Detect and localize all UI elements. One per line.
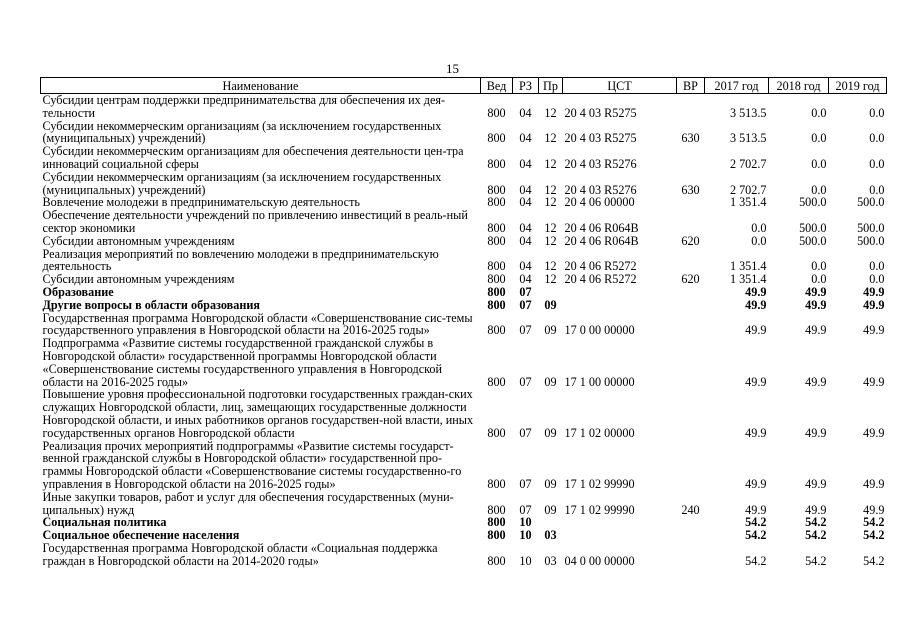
- cell-cst: 17 0 00 00000: [564, 323, 635, 338]
- cell-ved: 800: [487, 182, 506, 197]
- cell-pr: 12: [544, 105, 557, 120]
- budget-table: [40, 77, 887, 567]
- cell-2017: 49.9: [745, 374, 767, 389]
- cell-pr: 09: [544, 476, 557, 491]
- cell-vr: [677, 440, 705, 491]
- cell-rz: 04: [519, 156, 532, 171]
- cell-2019: 0.0: [869, 156, 885, 171]
- cell-vr: [677, 516, 705, 529]
- cell-2017: 49.9: [745, 476, 767, 491]
- table-row: [41, 120, 887, 146]
- cell-ved: 800: [487, 220, 506, 235]
- cell-2017: 49.9: [745, 323, 767, 338]
- table-row: [41, 312, 887, 338]
- cell-name: Подпрограмма «Развитие системы государственной гражданской службы в Новгородской области» государственной программы Новгородской области «Совершенствование системы государственного управления в Новгородской области на 2016-2025 годы»: [42, 336, 443, 389]
- cell-name: Повышение уровня профессиональной подготовки государственных граждан-ских служащих Новгородской области, лиц, замещающих государственные должности Новгородской области, и иных работников органов государствен-ной власти, иных государственных органов Новгородской области: [42, 387, 474, 440]
- cell-rz: 07: [519, 425, 532, 440]
- cell-cst: 20 4 06 R064B: [564, 233, 639, 248]
- table-row: [41, 145, 887, 171]
- cell-2019: 54.2: [863, 515, 885, 530]
- header-rz: РЗ: [513, 78, 539, 94]
- cell-ved: 800: [487, 284, 506, 299]
- cell-vr: 620: [681, 233, 700, 248]
- cell-2017: 54.2: [745, 528, 767, 543]
- cell-pr: 09: [544, 502, 557, 517]
- cell-ved: 800: [487, 528, 506, 543]
- cell-ved: 800: [487, 515, 506, 530]
- table-row: [41, 299, 887, 312]
- cell-cst: 17 1 00 00000: [564, 374, 635, 389]
- cell-pr: 03: [544, 553, 557, 568]
- cell-2017: 1 351.4: [729, 272, 767, 287]
- cell-name: Иные закупки товаров, работ и услуг для обеспечения государственных (муни-ципальных) нужд: [42, 489, 454, 517]
- cell-rz: 04: [519, 259, 532, 274]
- cell-ved: 800: [487, 233, 506, 248]
- cell-pr: 12: [544, 220, 557, 235]
- cell-pr: 09: [544, 323, 557, 338]
- cell-vr: [677, 94, 705, 120]
- cell-2018: 0.0: [811, 156, 827, 171]
- cell-ved: 800: [487, 323, 506, 338]
- cell-2017: 49.9: [745, 425, 767, 440]
- cell-name: Субсидии некоммерческим организациям (за исключением государственных (муниципальных) учреждений): [42, 169, 442, 197]
- cell-ved: 800: [487, 425, 506, 440]
- cell-2018: 0.0: [811, 182, 827, 197]
- cell-2019: 49.9: [863, 284, 885, 299]
- cell-name: Реализация прочих мероприятий подпрограммы «Развитие системы государст-венной гражданской службы в Новгородской области» государственной про-граммы Новгородской области «Совершенствование системы государственно-го управления в Новгородской области на 2016-2025 годы»: [42, 438, 462, 491]
- table-row: [41, 94, 887, 120]
- cell-2019: 49.9: [863, 374, 885, 389]
- cell-name: Государственная программа Новгородской области «Социальная поддержка граждан в Новгородской области на 2014-2020 годы»: [42, 540, 438, 568]
- cell-2018: 49.9: [805, 323, 827, 338]
- cell-name: Субсидии автономным учреждениям: [42, 233, 235, 248]
- table-row: [41, 542, 887, 568]
- cell-2017: 49.9: [745, 284, 767, 299]
- cell-2018: 54.2: [805, 553, 827, 568]
- cell-2018: 500.0: [799, 233, 827, 248]
- cell-2018: 49.9: [805, 502, 827, 517]
- cell-rz: 07: [519, 374, 532, 389]
- cell-2019: 49.9: [863, 323, 885, 338]
- cell-cst: 20 4 06 00000: [564, 195, 635, 210]
- cell-cst: [563, 529, 677, 542]
- cell-2018: 49.9: [805, 425, 827, 440]
- cell-2017: 1 351.4: [729, 195, 767, 210]
- header-2018: 2018 год: [769, 78, 829, 94]
- cell-ved: 800: [487, 105, 506, 120]
- cell-pr: 12: [544, 195, 557, 210]
- cell-ved: 800: [487, 195, 506, 210]
- cell-cst: 20 4 03 R5275: [564, 105, 637, 120]
- cell-2018: 500.0: [799, 195, 827, 210]
- cell-vr: [677, 145, 705, 171]
- cell-2018: 0.0: [811, 105, 827, 120]
- cell-ved: 800: [487, 374, 506, 389]
- cell-pr: 09: [544, 297, 557, 312]
- cell-cst: 17 1 02 00000: [564, 425, 635, 440]
- cell-ved: 800: [487, 502, 506, 517]
- table-row: [41, 209, 887, 235]
- table-row: [41, 286, 887, 299]
- cell-2018: 49.9: [805, 297, 827, 312]
- cell-2017: 3 513.5: [729, 131, 767, 146]
- cell-name: Социальное обеспечение населения: [42, 528, 240, 543]
- cell-cst: 20 4 03 R5275: [564, 131, 637, 146]
- cell-2019: 49.9: [863, 476, 885, 491]
- cell-rz: 07: [519, 476, 532, 491]
- cell-pr: 03: [544, 528, 557, 543]
- cell-2017: 54.2: [745, 553, 767, 568]
- cell-vr: [677, 529, 705, 542]
- table-row: [41, 235, 887, 248]
- cell-cst: 20 4 06 R5272: [564, 272, 637, 287]
- cell-pr: 09: [544, 374, 557, 389]
- header-2019: 2019 год: [829, 78, 887, 94]
- cell-vr: [677, 196, 705, 209]
- cell-rz: 04: [519, 233, 532, 248]
- cell-rz: 04: [519, 195, 532, 210]
- cell-rz: 04: [519, 220, 532, 235]
- cell-cst: 20 4 03 R5276: [564, 182, 637, 197]
- page-number: 15: [446, 61, 459, 76]
- cell-2018: 500.0: [799, 220, 827, 235]
- cell-vr: 240: [681, 502, 700, 517]
- cell-2019: 0.0: [869, 105, 885, 120]
- cell-vr: [677, 337, 705, 388]
- cell-name: Обеспечение деятельности учреждений по привлечению инвестиций в реаль-ный сектор экономики: [42, 208, 468, 235]
- cell-2019: 54.2: [863, 528, 885, 543]
- cell-name: Образование: [42, 284, 114, 299]
- cell-ved: 800: [487, 297, 506, 312]
- cell-rz: 07: [519, 323, 532, 338]
- header-2017: 2017 год: [705, 78, 769, 94]
- cell-2018: 49.9: [805, 374, 827, 389]
- cell-pr: 12: [544, 156, 557, 171]
- cell-pr: 12: [544, 259, 557, 274]
- cell-pr: 12: [544, 131, 557, 146]
- cell-vr: [677, 299, 705, 312]
- header-name: Наименование: [41, 78, 481, 94]
- cell-vr: 630: [681, 182, 700, 197]
- header-ved: Вед: [481, 78, 513, 94]
- cell-2019: 49.9: [863, 502, 885, 517]
- header-vr: ВР: [677, 78, 705, 94]
- table-row: [41, 337, 887, 388]
- cell-name: Субсидии автономным учреждениям: [42, 272, 235, 287]
- cell-pr: 12: [544, 272, 557, 287]
- cell-cst: [563, 516, 677, 529]
- cell-2019: 49.9: [863, 297, 885, 312]
- cell-vr: 630: [681, 131, 700, 146]
- cell-ved: 800: [487, 259, 506, 274]
- cell-pr: 12: [544, 182, 557, 197]
- table-body: [41, 94, 887, 568]
- cell-vr: [677, 248, 705, 274]
- cell-cst: [563, 299, 677, 312]
- cell-rz: 07: [519, 297, 532, 312]
- cell-2018: 0.0: [811, 259, 827, 274]
- cell-cst: [563, 286, 677, 299]
- table-row: [41, 388, 887, 439]
- cell-2018: 49.9: [805, 476, 827, 491]
- cell-rz: 10: [519, 528, 532, 543]
- cell-2019: 500.0: [857, 220, 885, 235]
- cell-2017: 54.2: [745, 515, 767, 530]
- cell-vr: [677, 312, 705, 338]
- header-pr: Пр: [539, 78, 563, 94]
- cell-ved: 800: [487, 553, 506, 568]
- cell-rz: 07: [519, 284, 532, 299]
- cell-2017: 49.9: [745, 502, 767, 517]
- cell-2017: 1 351.4: [729, 259, 767, 274]
- cell-2018: 54.2: [805, 515, 827, 530]
- cell-name: Реализация мероприятий по вовлечению молодежи в предпринимательскую деятельность: [42, 246, 439, 274]
- cell-cst: 17 1 02 99990: [564, 502, 635, 517]
- cell-name: Субсидии центрам поддержки предпринимательства для обеспечения их дея-тельности: [42, 93, 446, 120]
- cell-cst: 20 4 06 R064B: [564, 220, 639, 235]
- cell-2019: 500.0: [857, 195, 885, 210]
- table-row: [41, 529, 887, 542]
- cell-name: Субсидии некоммерческим организациям (за исключением государственных (муниципальных) учреждений): [42, 118, 442, 146]
- cell-ved: 800: [487, 476, 506, 491]
- cell-vr: [677, 286, 705, 299]
- cell-vr: 620: [681, 272, 700, 287]
- table-row: [41, 171, 887, 197]
- cell-name: Государственная программа Новгородской области «Совершенствование сис-темы государственного управления в Новгородской области на 2016-2025 годы»: [42, 310, 473, 338]
- cell-cst: 17 1 02 99990: [564, 476, 635, 491]
- cell-2017: 2 702.7: [729, 156, 767, 171]
- cell-2017: 2 702.7: [729, 182, 767, 197]
- cell-pr: 12: [544, 233, 557, 248]
- cell-rz: 04: [519, 131, 532, 146]
- cell-2019: 49.9: [863, 425, 885, 440]
- cell-ved: 800: [487, 272, 506, 287]
- cell-2018: 0.0: [811, 272, 827, 287]
- cell-name: Субсидии некоммерческим организациям для обеспечения деятельности цен-тра инноваций социальной сферы: [42, 144, 464, 171]
- cell-ved: 800: [487, 131, 506, 146]
- cell-2017: 0.0: [751, 233, 767, 248]
- cell-2019: 0.0: [869, 259, 885, 274]
- cell-pr: [539, 286, 563, 299]
- cell-vr: [677, 542, 705, 568]
- header-cst: ЦСТ: [563, 78, 677, 94]
- cell-pr: 09: [544, 425, 557, 440]
- cell-rz: 07: [519, 502, 532, 517]
- cell-ved: 800: [487, 156, 506, 171]
- table-row: [41, 248, 887, 274]
- cell-2019: 0.0: [869, 131, 885, 146]
- cell-2017: 0.0: [751, 220, 767, 235]
- cell-rz: 04: [519, 182, 532, 197]
- cell-vr: [677, 209, 705, 235]
- cell-cst: 04 0 00 00000: [564, 553, 635, 568]
- cell-cst: 20 4 06 R5272: [564, 259, 637, 274]
- table-row: [41, 491, 887, 517]
- cell-2019: 0.0: [869, 182, 885, 197]
- cell-2019: 0.0: [869, 272, 885, 287]
- cell-name: Социальная политика: [42, 515, 167, 530]
- cell-cst: 20 4 03 R5276: [564, 156, 637, 171]
- cell-2017: 3 513.5: [729, 105, 767, 120]
- cell-2018: 49.9: [805, 284, 827, 299]
- cell-rz: 04: [519, 105, 532, 120]
- table-row: [41, 440, 887, 491]
- cell-2018: 0.0: [811, 131, 827, 146]
- cell-2018: 54.2: [805, 528, 827, 543]
- cell-vr: [677, 388, 705, 439]
- table-header-row: [41, 78, 887, 94]
- cell-name: Вовлечение молодежи в предпринимательскую деятельность: [42, 195, 360, 210]
- cell-2019: 500.0: [857, 233, 885, 248]
- cell-rz: 10: [519, 553, 532, 568]
- cell-name: Другие вопросы в области образования: [42, 297, 260, 312]
- cell-2017: 49.9: [745, 297, 767, 312]
- cell-2019: 54.2: [863, 553, 885, 568]
- cell-rz: 04: [519, 272, 532, 287]
- cell-rz: 10: [519, 515, 532, 530]
